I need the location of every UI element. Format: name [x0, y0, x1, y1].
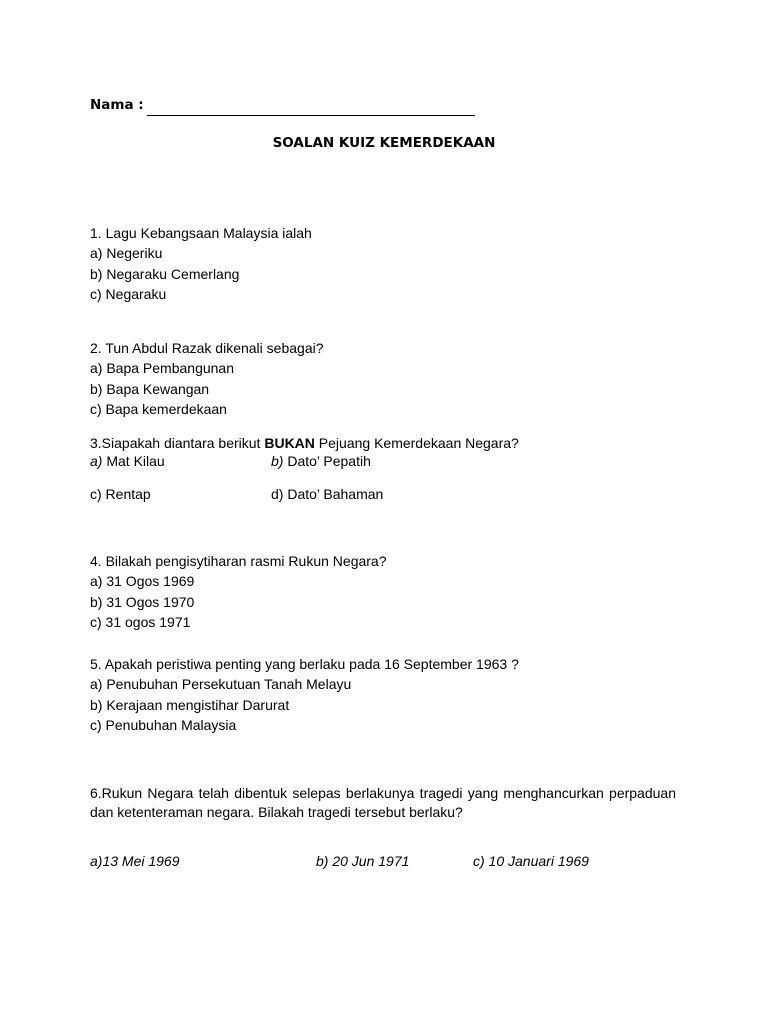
- question-2: 2. Tun Abdul Razak dikenali sebagai?: [90, 340, 324, 356]
- question-3-option-a-text: Mat Kilau: [102, 453, 165, 469]
- question-1: 1. Lagu Kebangsaan Malaysia ialah: [90, 225, 312, 241]
- name-label: Nama :: [90, 97, 144, 113]
- question-6-option-a: a)13 Mei 1969: [90, 853, 180, 869]
- question-5: 5. Apakah peristiwa penting yang berlaku pada 16 September 1963 ?: [90, 656, 519, 672]
- question-3: [90, 436, 519, 450]
- question-3-option-b-text: Dato’ Pepatih: [283, 453, 371, 469]
- question-6-option-c: c) 10 Januari 1969: [473, 853, 589, 869]
- question-4-option-a: a) 31 Ogos 1969: [90, 573, 195, 589]
- question-3-option-a-letter: a): [90, 453, 103, 469]
- question-5-option-c: c) Penubuhan Malaysia: [90, 717, 237, 733]
- question-5-option-a: a) Penubuhan Persekutuan Tanah Melayu: [90, 676, 352, 692]
- question-4: 4. Bilakah pengisytiharan rasmi Rukun Negara?: [90, 553, 387, 569]
- question-1-option-a: a) Negeriku: [90, 245, 163, 261]
- question-6-option-b: b) 20 Jun 1971: [316, 853, 410, 869]
- name-input-line[interactable]: [147, 115, 475, 116]
- question-3-option-b: [271, 454, 371, 468]
- question-3-text-post: Pejuang Kemerdekaan Negara?: [314, 435, 519, 451]
- question-1-option-c: c) Negaraku: [90, 286, 167, 302]
- question-3-option-c: c) Rentap: [90, 486, 151, 502]
- question-3-text-pre: 3.Siapakah diantara berikut: [90, 435, 265, 451]
- question-3-option-a: [90, 454, 165, 468]
- question-2-option-a: a) Bapa Pembangunan: [90, 360, 234, 376]
- question-4-option-c: c) 31 ogos 1971: [90, 614, 191, 630]
- question-3-option-b-letter: b): [271, 453, 284, 469]
- question-2-option-c: c) Bapa kemerdekaan: [90, 401, 227, 417]
- question-1-option-b: b) Negaraku Cemerlang: [90, 266, 240, 282]
- question-6: 6.Rukun Negara telah dibentuk selepas berlakunya tragedi yang menghancurkan perpaduan dan ketenteraman negara. Bilakah tragedi tersebut berlaku?: [90, 785, 676, 820]
- page-title: SOALAN KUIZ KEMERDEKAAN: [272, 135, 496, 151]
- question-5-option-b: b) Kerajaan mengistihar Darurat: [90, 697, 290, 713]
- question-4-option-b: b) 31 Ogos 1970: [90, 594, 195, 610]
- question-3-emphasis: BUKAN: [264, 435, 315, 451]
- question-3-option-d: d) Dato’ Bahaman: [271, 486, 384, 502]
- question-2-option-b: b) Bapa Kewangan: [90, 381, 210, 397]
